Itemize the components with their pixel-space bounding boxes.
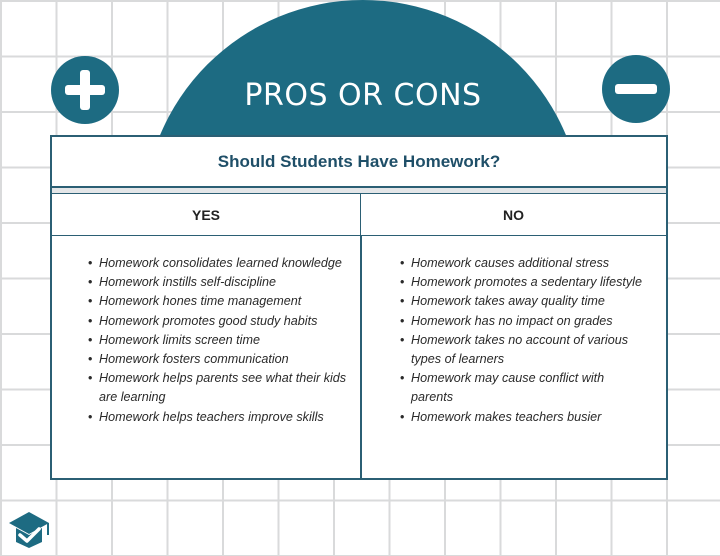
plus-icon [51, 56, 119, 124]
list-item: • Homework makes teachers busier [411, 408, 646, 427]
list-item: • Homework promotes a sedentary lifestyle [411, 273, 646, 292]
list-item: • Homework may cause conflict with parents [411, 369, 646, 407]
list-item: • Homework fosters communication [99, 350, 359, 369]
no-list [391, 254, 646, 427]
list-item: • Homework takes no account of various types of learners [411, 331, 646, 369]
list-item: • Homework causes additional stress [411, 254, 646, 273]
yes-list [79, 254, 359, 427]
minus-icon [602, 55, 670, 123]
pros-cons-card [50, 135, 668, 480]
yes-column-header: YES [52, 193, 360, 236]
list-item: • Homework promotes good study habits [99, 312, 359, 331]
page-title: PROS OR CONS [244, 78, 482, 113]
column-divider [360, 236, 362, 478]
list-item: • Homework limits screen time [99, 331, 359, 350]
list-item: • Homework instills self-discipline [99, 273, 359, 292]
list-item: • Homework takes away quality time [411, 292, 646, 311]
list-item: • Homework has no impact on grades [411, 312, 646, 331]
list-item: • Homework helps parents see what their kids are learning [99, 369, 359, 407]
question-heading: Should Students Have Homework? [52, 137, 666, 188]
list-item: • Homework consolidates learned knowledge [99, 254, 359, 273]
no-column-header: NO [360, 193, 666, 236]
list-item: • Homework hones time management [99, 292, 359, 311]
list-item: • Homework helps teachers improve skills [99, 408, 359, 427]
graduation-cap-logo [6, 508, 52, 550]
